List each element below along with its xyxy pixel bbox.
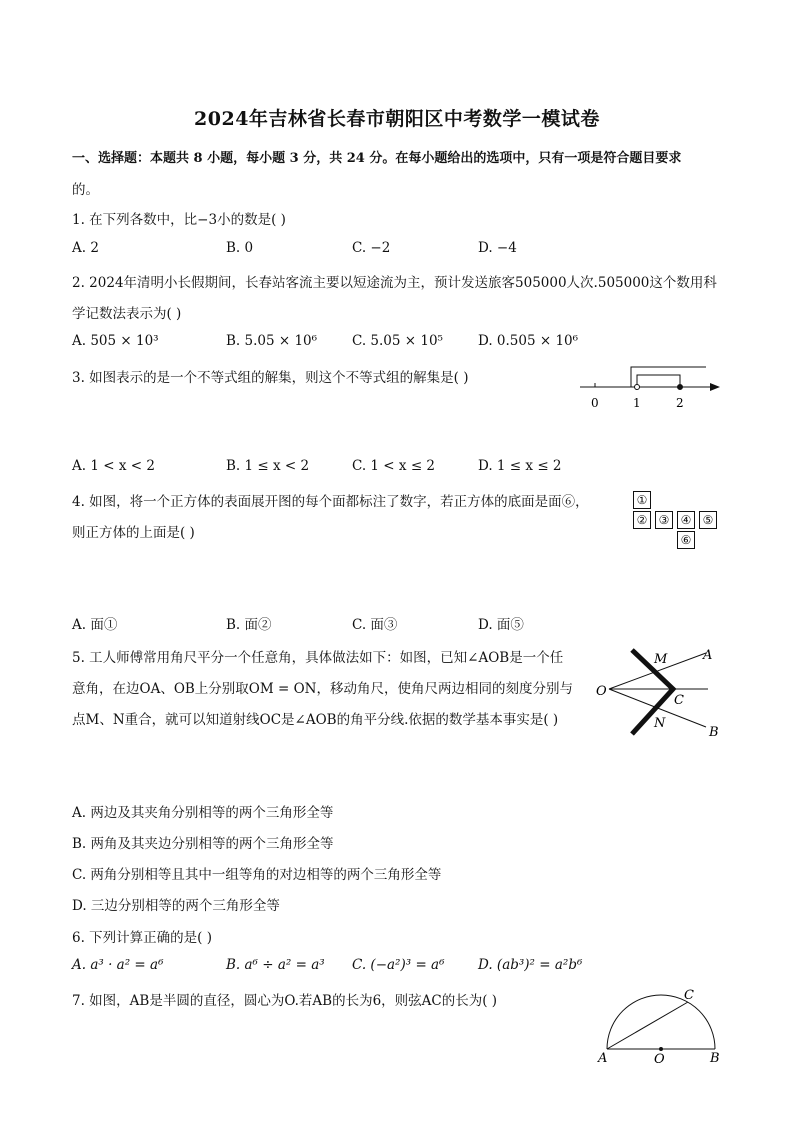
cube-face-3: ③ <box>655 511 673 529</box>
label-c: C <box>684 988 694 1003</box>
number-line-label-2: 2 <box>676 396 684 410</box>
question-6-option-c: C. (−a²)³ = a⁶ <box>352 957 445 973</box>
question-1-option-d: D. −4 <box>478 240 517 256</box>
question-1-option-a: A. 2 <box>72 240 99 256</box>
angle-bisector-figure <box>592 640 724 742</box>
cube-face-4: ④ <box>677 511 695 529</box>
question-6-option-a: A. a³ · a² = a⁶ <box>72 957 164 973</box>
number-line-label-0: 0 <box>591 396 599 410</box>
question-7-stem: 7. 如图，AB是半圆的直径，圆心为O.若AB的长为6，则弦AC的长为( ) <box>72 993 498 1009</box>
question-5-option-a: A. 两边及其夹角分别相等的两个三角形全等 <box>72 805 334 821</box>
question-3-option-b: B. 1 ≤ x < 2 <box>226 458 310 474</box>
question-1-option-b: B. 0 <box>226 240 254 256</box>
question-5-option-b: B. 两角及其夹边分别相等的两个三角形全等 <box>72 836 334 852</box>
question-5-option-d: D. 三边分别相等的两个三角形全等 <box>72 898 280 914</box>
label-o: O <box>654 1052 665 1066</box>
question-4-option-b: B. 面② <box>226 617 272 633</box>
question-3-option-a: A. 1 < x < 2 <box>72 458 155 474</box>
label-n: N <box>654 716 666 731</box>
question-4-option-c: C. 面③ <box>352 617 398 633</box>
question-1-option-c: C. −2 <box>352 240 391 256</box>
question-4-option-a: A. 面① <box>72 617 118 633</box>
question-3-option-c: C. 1 < x ≤ 2 <box>352 458 436 474</box>
question-5-stem-line1: 5. 工人师傅常用角尺平分一个任意角，具体做法如下：如图，已知∠AOB是一个任 <box>72 650 564 666</box>
question-2-stem-line1: 2. 2024年清明小长假期间，长春站客流主要以短途流为主，预计发送旅客505000人次.505000这个数用科 <box>72 275 717 291</box>
number-line-figure <box>576 360 722 415</box>
question-3-stem: 3. 如图表示的是一个不等式组的解集，则这个不等式组的解集是( ) <box>72 370 469 386</box>
question-2-option-c: C. 5.05 × 10⁵ <box>352 333 443 349</box>
semicircle-figure <box>596 984 726 1066</box>
question-6-option-d: D. (ab³)² = a²b⁶ <box>478 957 583 973</box>
label-a: A <box>703 648 713 663</box>
exam-title: 2024年吉林省长春市朝阳区中考数学一模试卷 <box>194 108 600 130</box>
cube-face-5: ⑤ <box>699 511 717 529</box>
question-5-option-c: C. 两角分别相等且其中一组等角的对边相等的两个三角形全等 <box>72 867 442 883</box>
cube-face-1: ① <box>633 491 651 509</box>
question-2-stem-line2: 学记数法表示为( ) <box>72 306 182 322</box>
label-o: O <box>596 684 607 699</box>
question-6-option-b: B. a⁶ ÷ a² = a³ <box>226 957 325 973</box>
question-2-option-a: A. 505 × 10³ <box>72 333 159 349</box>
section-instructions-line1: 一、选择题：本题共 8 小题，每小题 3 分，共 24 分。在每小题给出的选项中，只有一项是符合题目要求 <box>72 151 682 166</box>
question-2-option-d: D. 0.505 × 10⁶ <box>478 333 579 349</box>
question-5-stem-line3: 点M、N重合，就可以知道射线OC是∠AOB的角平分线.依据的数学基本事实是( ) <box>72 712 559 728</box>
question-5-stem-line2: 意角，在边OA、OB上分别取OM = ON，移动角尺，使角尺两边相同的刻度分别与 <box>72 681 573 697</box>
label-b: B <box>709 725 719 740</box>
question-4-stem-line2: 则正方体的上面是( ) <box>72 525 195 541</box>
question-4-stem-line1: 4. 如图，将一个正方体的表面展开图的每个面都标注了数字，若正方体的底面是面⑥， <box>72 494 589 510</box>
label-a: A <box>598 1051 608 1066</box>
label-b: B <box>710 1051 720 1066</box>
section-instructions-line2: 的。 <box>72 182 99 198</box>
number-line-label-1: 1 <box>633 396 641 410</box>
cube-face-6: ⑥ <box>677 531 695 549</box>
question-3-option-d: D. 1 ≤ x ≤ 2 <box>478 458 562 474</box>
label-c: C <box>674 693 684 708</box>
question-2-option-b: B. 5.05 × 10⁶ <box>226 333 318 349</box>
cube-face-2: ② <box>633 511 651 529</box>
label-m: M <box>654 652 668 667</box>
question-4-option-d: D. 面⑤ <box>478 617 524 633</box>
question-1-stem: 1. 在下列各数中，比−3小的数是( ) <box>72 212 286 228</box>
question-6-stem: 6. 下列计算正确的是( ) <box>72 930 212 946</box>
